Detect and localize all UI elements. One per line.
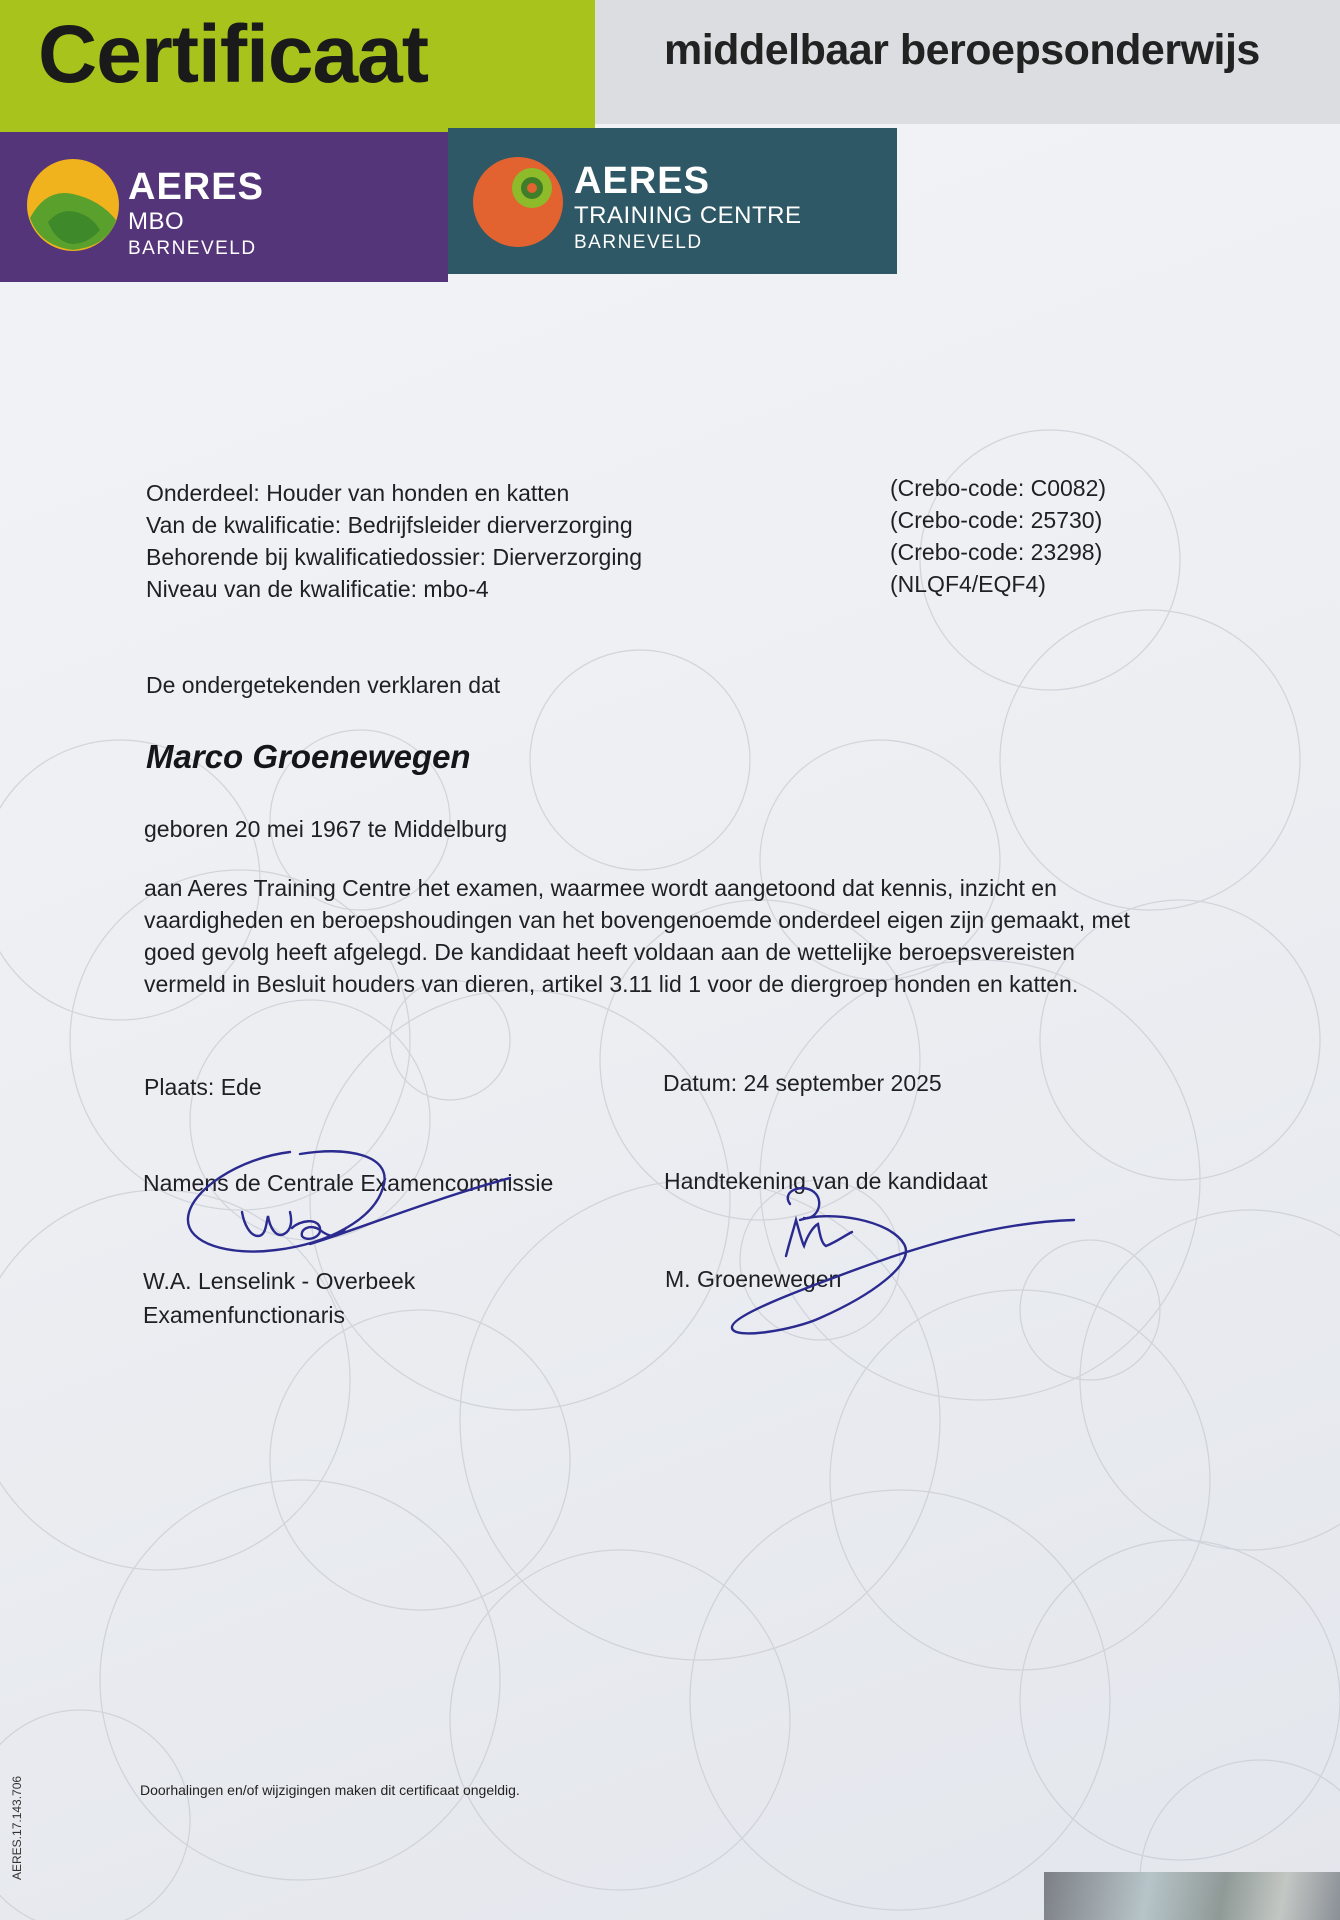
qualification-row-3-code: (Crebo-code: 23298) (890, 539, 1103, 565)
mbo-logo-name: AERES (128, 166, 264, 208)
date: Datum: 24 september 2025 (663, 1070, 942, 1096)
qualification-row-4-label: Niveau van de kwalificatie: mbo-4 (146, 576, 489, 602)
mbo-logo-line3: BARNEVELD (128, 238, 257, 259)
hologram-security-strip (1044, 1872, 1340, 1920)
candidate-signatory-name: M. Groenewegen (665, 1266, 842, 1292)
aeres-training-logo (448, 128, 897, 274)
body-line-1: aan Aeres Training Centre het examen, waarmee wordt aangetoond dat kennis, inzicht en (144, 875, 1057, 901)
body-line-3: goed gevolg heeft afgelegd. De kandidaat heeft voldaan aan de wettelijke beroepsvereisten (144, 939, 1075, 965)
candidate-signature (720, 1180, 1080, 1350)
body-paragraph (144, 872, 1224, 1000)
training-logo-name: AERES (574, 160, 710, 202)
aeres-mbo-logo-icon (26, 158, 120, 252)
qualification-row-1-label: Onderdeel: Houder van honden en katten (146, 480, 570, 506)
qualification-row-1-code: (Crebo-code: C0082) (890, 475, 1107, 501)
training-logo-line3: BARNEVELD (574, 232, 703, 253)
qualification-row-2-label: Van de kwalificatie: Bedrijfsleider dierverzorging (146, 512, 633, 538)
committee-signatory-role: Examenfunctionaris (143, 1302, 345, 1328)
candidate-birth: geboren 20 mei 1967 te Middelburg (144, 816, 508, 842)
certificate-subtitle: middelbaar beroepsonderwijs (664, 26, 1260, 74)
training-logo-line2: TRAINING CENTRE (574, 202, 802, 229)
qualification-row-4-code: (NLQF4/EQF4) (890, 571, 1046, 597)
candidate-signature-label: Handtekening van de kandidaat (664, 1168, 988, 1194)
body-line-2: vaardigheden en beroepshoudingen van het bovengenoemde onderdeel eigen zijn gemaakt, met (144, 907, 1130, 933)
aeres-mbo-logo (0, 132, 448, 282)
candidate-name: Marco Groenewegen (146, 738, 471, 775)
mbo-logo-line2: MBO (128, 208, 185, 235)
aeres-training-logo-icon (472, 156, 564, 248)
committee-signatory-name: W.A. Lenselink - Overbeek (143, 1268, 416, 1294)
qualification-row-2-code: (Crebo-code: 25730) (890, 507, 1103, 533)
body-line-4: vermeld in Besluit houders van dieren, artikel 3.11 lid 1 voor de diergroep honden en katten. (144, 971, 1079, 997)
declaration-text: De ondergetekenden verklaren dat (146, 672, 501, 698)
committee-label: Namens de Centrale Examencommissie (143, 1170, 554, 1196)
qualification-row-3-label: Behorende bij kwalificatiedossier: Dierverzorging (146, 544, 643, 570)
committee-signature (180, 1140, 520, 1290)
footnote-disclaimer: Doorhalingen en/of wijzigingen maken dit certificaat ongeldig. (140, 1782, 520, 1798)
serial-number: AERES.17.143.706 (10, 1775, 24, 1880)
certificate-title: Certificaat (38, 9, 429, 100)
place: Plaats: Ede (144, 1074, 262, 1100)
